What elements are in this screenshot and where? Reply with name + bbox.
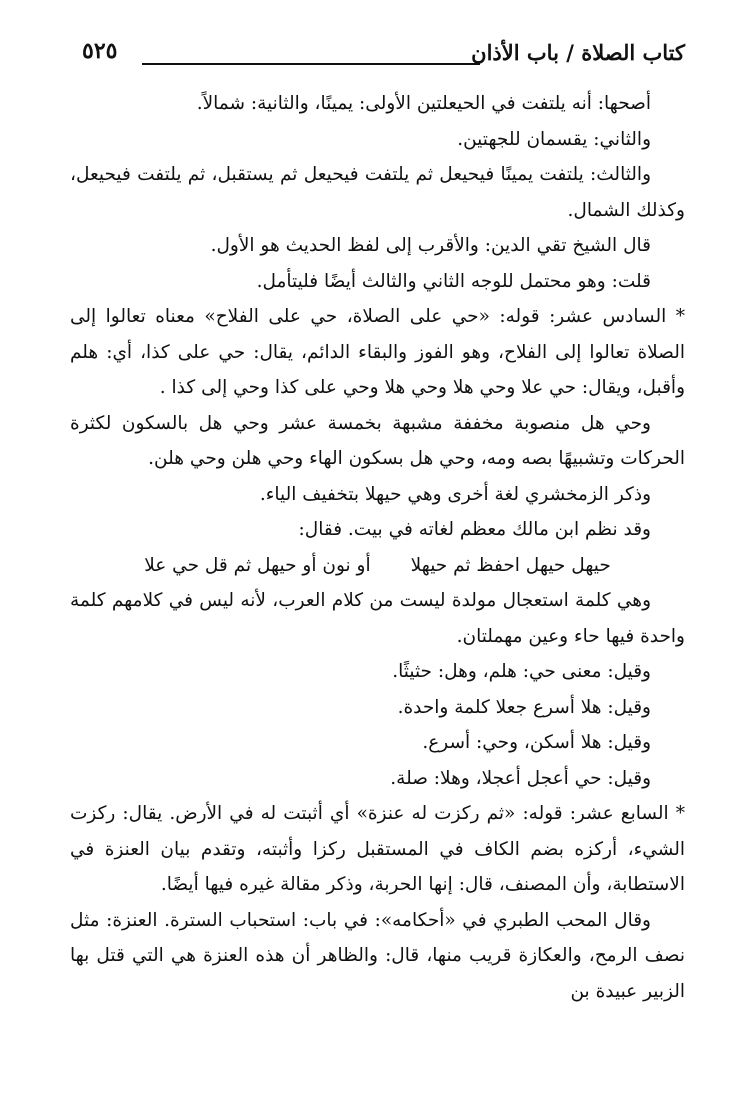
paragraph: وقيل: هلا أسرع جعلا كلمة واحدة. [397, 696, 651, 718]
paragraph: وقد نظم ابن مالك معظم لغاته في بيت. فقال: [298, 519, 651, 540]
running-head: كتاب الصلاة / باب الأذان [471, 40, 685, 65]
page-number: ٥٢٥ [82, 38, 118, 64]
paragraph: أصحها: أنه يلتفت في الحيعلتين الأولى: يمينًا، والثانية: شمالاً. [196, 93, 651, 114]
paragraph: وقيل: هلا أسكن، وحي: أسرع. [422, 732, 651, 753]
verse-first-hemistich: حيهل حيهل احفظ ثم حيهلا [410, 554, 611, 576]
section-paragraph: * السادس عشر: قوله: «حي على الصلاة، حي على الفلاح» معناه تعالوا إلى الصلاة تعالوا إلى الفلاح، وهو الفوز والبقاء الدائم، يقال: حي على كذا، أي: هلم وأقبل، ويقال: حي علا وحي هلا وحي هلا وحي على كذا وحي إلى كذا . [70, 306, 685, 398]
paragraph: وقيل: حي أعجل أعجلا، وهلا: صلة. [390, 767, 651, 789]
paragraph: والثالث: يلتفت يمينًا فيحيعل ثم يلتفت فيحيعل ثم يستقبل، ثم يلتفت فيحيعل، وكذلك الشمال. [70, 164, 685, 221]
paragraph: وقال المحب الطبري في «أحكامه»: في باب: استحباب السترة. العنزة: مثل نصف الرمح، والعكازة قريب منها، قال: والظاهر أن هذه العنزة هي التي قتل بها الزبير عبيدة بن [70, 909, 685, 1002]
page-header [82, 36, 685, 76]
paragraph: قلت: وهو محتمل للوجه الثاني والثالث أيضًا فليتأمل. [256, 270, 651, 292]
paragraph: قال الشيخ تقي الدين: والأقرب إلى لفظ الحديث هو الأول. [210, 235, 651, 256]
poetry-verse [70, 548, 685, 584]
page-body [70, 86, 685, 1009]
paragraph: وذكر الزمخشري لغة أخرى وهي حيهلا بتخفيف الياء. [259, 483, 651, 505]
section-paragraph: * السابع عشر: قوله: «ثم ركزت له عنزة» أي أثبتت له في الأرض. يقال: ركزت الشيء، أركزه بضم الكاف في المستقبل ركزا وأثبته، وتقدم بيان العنزة في الاستطابة، وأن المصنف، قال: إنها الحربة، وذكر مقالة غيره فيها أيضًا. [70, 803, 685, 895]
paragraph: وهي كلمة استعجال مولدة ليست من كلام العرب، لأنه ليس في كلامهم كلمة واحدة فيها حاء وعين مهملتان. [70, 590, 685, 647]
paragraph: والثاني: يقسمان للجهتين. [457, 128, 651, 150]
paragraph: وقيل: معنى حي: هلم، وهل: حثيثًا. [392, 661, 651, 682]
verse-second-hemistich: أو نون أو حيهل ثم قل حي علا [144, 554, 371, 576]
header-rule [142, 63, 480, 65]
paragraph: وحي هل منصوبة مخففة مشبهة بخمسة عشر وحي هل بالسكون لكثرة الحركات وتشبيهًا بصه ومه، وحي هل بسكون الهاء وحي هلن وحي هلن. [70, 412, 685, 469]
